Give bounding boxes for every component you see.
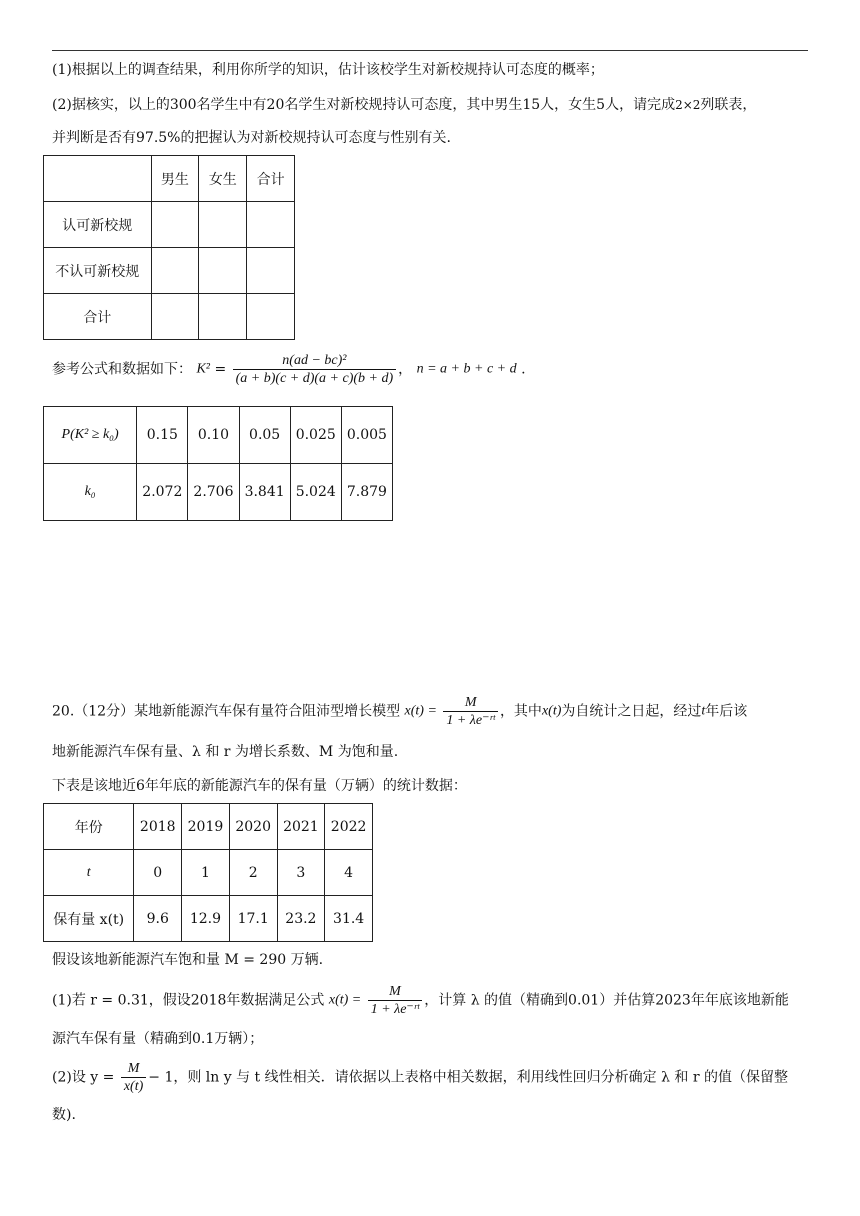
k-value-cell: 5.024	[290, 464, 341, 521]
formula-n: n = a + b + c + d	[416, 361, 517, 377]
k-value-cell: 2.706	[188, 464, 239, 521]
y-numerator: M	[121, 1060, 146, 1078]
y-fraction	[121, 1060, 146, 1095]
formula-lhs: K²	[196, 361, 210, 377]
model-denominator: 1 + λe⁻ʳᵗ	[446, 713, 495, 728]
critical-row-label: k₀	[44, 464, 137, 521]
contingency-cell	[151, 248, 199, 294]
q20-intro-b: ，其中	[499, 703, 542, 720]
contingency-row-label: 认可新校规	[44, 202, 152, 248]
q20-p2-a: (2)设 y =	[52, 1069, 115, 1086]
contingency-header: 合计	[247, 156, 295, 202]
p-value-cell: 0.10	[188, 407, 239, 464]
model-lhs: x(t) =	[404, 703, 437, 719]
contingency-cell	[247, 202, 295, 248]
p-value-cell: 0.025	[290, 407, 341, 464]
q20-p2-b: − 1，则 ln y 与 t 线性相关．请依据以上表格中相关数据，利用线性回归分析确定 λ 和 r 的值（保留整	[148, 1069, 788, 1086]
year-cell: 2020	[229, 804, 277, 850]
q20-intro-d: 年后该	[705, 703, 748, 720]
t-cell: 4	[325, 850, 373, 896]
t-cell: 3	[277, 850, 325, 896]
q19-part2-text-a: (2)据核实，以上的300名学生中有20名学生对新校规持认可态度，其中男生15人，女生5人，请完成	[52, 97, 676, 113]
x-cell: 23.2	[277, 896, 325, 942]
year-cell: 2018	[134, 804, 182, 850]
q20-intro-a: 20.（12分）某地新能源汽车保有量符合阻沛型增长模型	[52, 703, 401, 720]
critical-value-table	[43, 406, 393, 521]
t-cell: 0	[134, 850, 182, 896]
contingency-table	[43, 155, 295, 340]
q19-part2-text-c: 列联表，	[700, 97, 757, 113]
p-value-cell: 0.15	[137, 407, 188, 464]
contingency-cell	[151, 202, 199, 248]
contingency-cell	[199, 294, 247, 340]
contingency-header	[44, 156, 152, 202]
k-value-cell: 3.841	[239, 464, 290, 521]
data-row-label: 年份	[44, 804, 134, 850]
equals-sign: =	[214, 361, 227, 378]
year-cell: 2019	[182, 804, 230, 850]
model-numerator: M	[443, 694, 498, 712]
q20-p1-b: ，计算 λ 的值（精确到0.01）并估算2023年年底该地新能	[424, 992, 789, 1009]
contingency-cell	[247, 294, 295, 340]
contingency-cell	[247, 248, 295, 294]
t-cell: 2	[229, 850, 277, 896]
q20-intro-c: 为自统计之日起，经过	[561, 703, 702, 720]
q20-line2: 地新能源汽车保有量、λ 和 r 为增长系数、M 为饱和量.	[52, 744, 399, 760]
p-value-cell: 0.005	[341, 407, 392, 464]
critical-row-label: P(K² ≥ k₀)	[44, 407, 137, 464]
comma: ，	[398, 361, 413, 378]
q20-p1-a: (1)若 r = 0.31，假设2018年数据满足公式	[52, 992, 325, 1009]
x-cell: 17.1	[229, 896, 277, 942]
y-denominator: x(t)	[123, 1079, 144, 1094]
contingency-cell	[199, 248, 247, 294]
q20-intro-line	[52, 694, 747, 729]
x-cell: 9.6	[134, 896, 182, 942]
year-cell: 2021	[277, 804, 325, 850]
model-fraction	[368, 983, 423, 1018]
t-cell: 1	[182, 850, 230, 896]
q19-part2-line2: 并判断是否有97.5%的把握认为对新校规持认可态度与性别有关.	[52, 130, 451, 146]
period: .	[516, 361, 526, 378]
model-lhs: x(t) =	[328, 992, 362, 1008]
q20-intro-var: x(t)	[541, 703, 562, 719]
q19-part1: (1)根据以上的调查结果，利用你所学的知识，估计该校学生对新校规持认可态度的概率；	[52, 62, 604, 78]
top-rule	[52, 50, 808, 51]
model-denominator: 1 + λe⁻ʳᵗ	[370, 1002, 420, 1017]
q20-part2-line2: 数).	[52, 1107, 76, 1123]
q20-part2-line1	[52, 1060, 788, 1095]
contingency-cell	[199, 202, 247, 248]
contingency-cell	[151, 294, 199, 340]
q19-part2-line1	[52, 95, 756, 115]
x-cell: 31.4	[325, 896, 373, 942]
x-cell: 12.9	[182, 896, 230, 942]
p-value-cell: 0.05	[239, 407, 290, 464]
k2-denominator: (a + b)(c + d)(a + c)(b + d)	[235, 371, 394, 386]
contingency-row-label: 合计	[44, 294, 152, 340]
vehicle-data-table	[43, 803, 373, 942]
q19-part2-matrix-size: 2×2	[675, 98, 701, 112]
k-value-cell: 7.879	[341, 464, 392, 521]
q20-intro-t: t	[701, 703, 706, 719]
k-value-cell: 2.072	[137, 464, 188, 521]
formula-intro: 参考公式和数据如下：	[52, 361, 192, 378]
k2-numerator: n(ad − bc)²	[233, 352, 397, 370]
contingency-row-label: 不认可新校规	[44, 248, 152, 294]
q20-part1-line2: 源汽车保有量（精确到0.1万辆）；	[52, 1031, 264, 1047]
q20-line3: 下表是该地近6年年底的新能源汽车的保有量（万辆）的统计数据：	[52, 778, 467, 794]
model-numerator: M	[368, 983, 423, 1001]
data-row-label: t	[44, 850, 134, 896]
year-cell: 2022	[325, 804, 373, 850]
k2-fraction	[233, 352, 397, 387]
data-row-label: 保有量 x(t)	[44, 896, 134, 942]
q20-part1-line1	[52, 983, 789, 1018]
q20-assume: 假设该地新能源汽车饱和量 M = 290 万辆.	[52, 952, 324, 968]
formula-line	[52, 352, 526, 387]
model-fraction	[443, 694, 498, 729]
contingency-header: 女生	[199, 156, 247, 202]
contingency-header: 男生	[151, 156, 199, 202]
